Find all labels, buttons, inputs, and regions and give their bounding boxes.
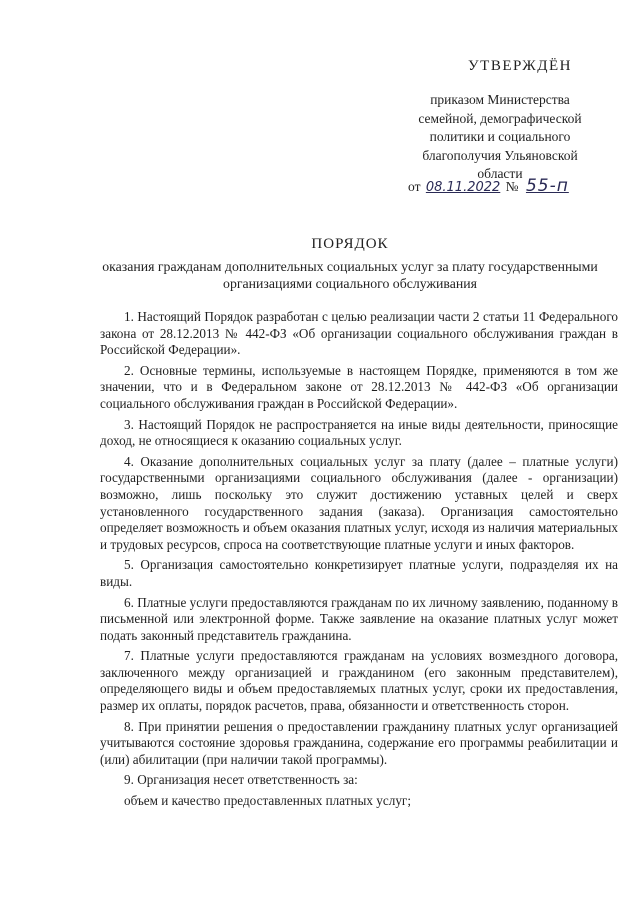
paragraph-5: 5. Организация самостоятельно конкретизирует платные услуги, подразделяя их на виды. (100, 557, 618, 589)
order-number-sign: № (505, 179, 519, 194)
order-date-handwritten: 08.11.2022 (425, 180, 501, 195)
paragraph-8: 8. При принятии решения о предоставлении гражданину платных услуг организацией учитываются состояние здоровья гражданина, содержание его программы реабилитации и (или) абилитации (при наличии такой программы). (100, 718, 618, 767)
paragraph-9-item-1: объем и качество предоставленных платных услуг; (124, 793, 411, 809)
document-body (100, 309, 618, 814)
order-prefix: от (408, 179, 421, 194)
order-number-handwritten: 55-п (525, 176, 569, 196)
paragraph-1: 1. Настоящий Порядок разработан с целью реализации части 2 статьи 11 Федерального закона от 28.12.2013 № 442-ФЗ «Об организации социального обслуживания граждан в Российской Федерации». (100, 309, 618, 358)
paragraph-6: 6. Платные услуги предоставляются гражданам по их личному заявлению, поданному в письменной или электронной форме. Также заявление на оказание платных услуг может подать законный представитель гражданина. (100, 594, 618, 643)
paragraph-3: 3. Настоящий Порядок не распространяется на иные виды деятельности, приносящие доход, не относящиеся к оказанию социальных услуг. (100, 416, 618, 449)
paragraph-7: 7. Платные услуги предоставляются гражданам на условиях возмездного договора, заключенного между организацией и гражданином (его законным представителем), определяющего виды и объем предоставляемых платных услуг, сроки их предоставления, размер их оплаты, порядок расчетов, права, обязанности и ответственность сторон. (100, 648, 618, 714)
approval-title: УТВЕРЖДЁН (468, 58, 572, 74)
approval-order-text: приказом Министерства семейной, демографической политики и социального благополучия Ульяновской области (418, 92, 582, 181)
paragraph-2: 2. Основные термины, используемые в настоящем Порядке, применяются в том же значении, что и в Федеральном законе от 28.12.2013 № 442-ФЗ «Об организации социального обслуживания граждан в Российской Федерации». (100, 362, 618, 411)
document-subtitle: оказания гражданам дополнительных социальных услуг за плату государственными организациями социального обслуживания (102, 259, 598, 291)
paragraph-9: 9. Организация несет ответственность за: (124, 772, 358, 788)
document-title: ПОРЯДОК (311, 236, 389, 252)
approval-block (400, 58, 600, 184)
order-reference (408, 176, 569, 196)
paragraph-4: 4. Оказание дополнительных социальных услуг за плату (далее – платные услуги) государственными организациями социального обслуживания (далее - организации) возможно, лишь поскольку это служит достижению уставных целей и сверх установленного государственного задания (заказа). Организация самостоятельно определяет возможность и объем оказания платных услуг, исходя из наличия материальных и трудовых ресурсов, спроса на соответствующие платные услуги и иных факторов. (100, 453, 618, 552)
